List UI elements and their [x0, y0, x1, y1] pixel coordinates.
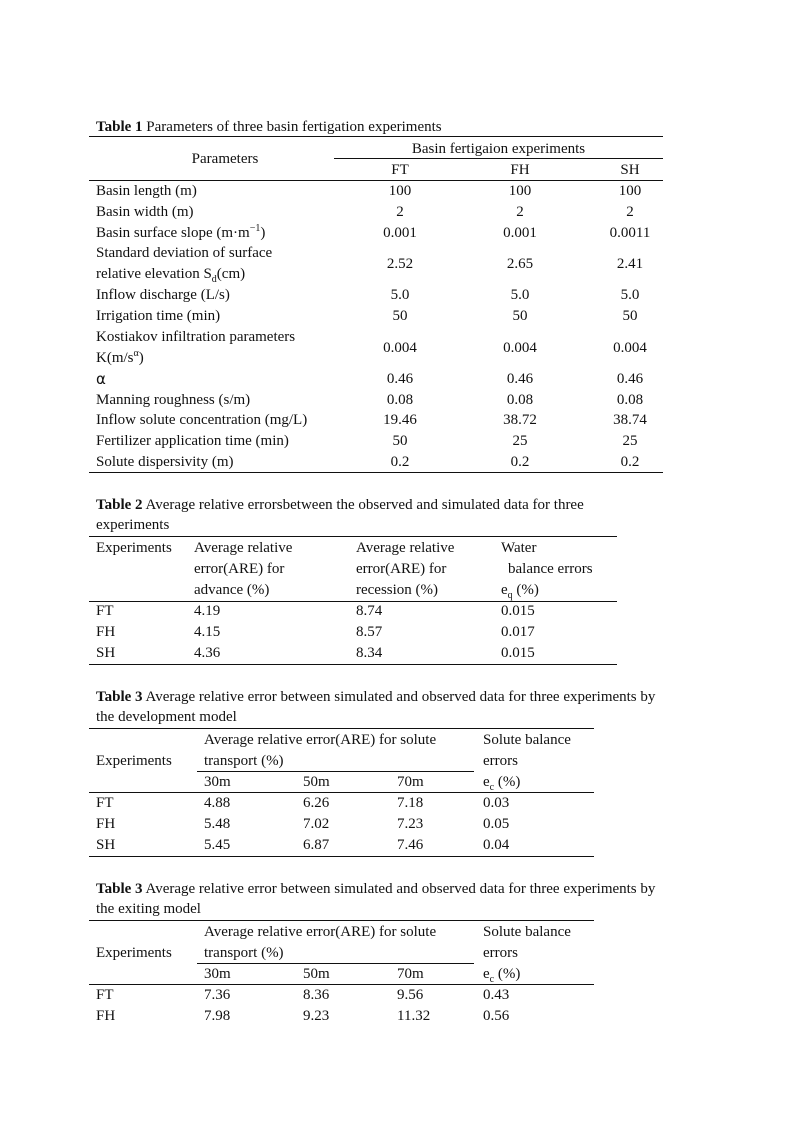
- table2-cell: SH: [96, 645, 116, 661]
- table1-cell: 25: [622, 433, 638, 449]
- table1-cell: 38.74: [613, 412, 647, 428]
- solute-suffix: (%): [494, 774, 521, 790]
- table3-cell: 0.05: [483, 816, 510, 832]
- param-text: relative elevation S: [96, 266, 212, 282]
- table1-cell: 0.08: [386, 392, 414, 408]
- table1-header-parameters: Parameters: [191, 151, 259, 167]
- table1-row-param: Inflow solute concentration (mg/L): [96, 412, 308, 428]
- table1-cell: 0.46: [506, 371, 534, 387]
- table3-cell: 7.23: [397, 816, 424, 832]
- table2-header-advance: Average relative: [194, 540, 293, 556]
- table3-dist: 70m: [397, 774, 424, 790]
- water-sub: q: [507, 590, 513, 601]
- table2-header-water: [501, 580, 539, 601]
- param-text: Basin surface slope (m·m: [96, 225, 250, 241]
- table4-header-experiments: Experiments: [96, 945, 172, 961]
- table2-title: Average relative errorsbetween the observed and simulated data for three: [145, 497, 584, 513]
- table2-cell: 0.017: [501, 624, 535, 640]
- table1-cell: 50: [512, 308, 528, 324]
- table4-dist: 70m: [397, 966, 424, 982]
- table3-cell: 5.48: [204, 816, 231, 832]
- table1-cell: 100: [388, 183, 412, 199]
- table4-cell: 7.36: [204, 987, 231, 1003]
- table1-group-rule: [334, 158, 663, 159]
- table1-cell: 5.0: [620, 287, 640, 303]
- table3-header-solute: errors: [483, 753, 518, 769]
- table3-cell: 0.03: [483, 795, 510, 811]
- table4-cell: FT: [96, 987, 114, 1003]
- table1-col-fh: FH: [510, 162, 530, 178]
- table4-cell: 7.98: [204, 1008, 231, 1024]
- table1-cell: 0.004: [613, 340, 647, 356]
- table1-cell: 0.08: [616, 392, 644, 408]
- param-sup: α: [133, 348, 139, 359]
- table1-row-param: [96, 264, 245, 285]
- table1-row-param: Fertilizer application time (min): [96, 433, 289, 449]
- table1-cell: 0.2: [390, 454, 410, 470]
- param-suffix: (cm): [216, 266, 246, 282]
- table1-row-param: Basin width (m): [96, 204, 194, 220]
- table2-header-experiments: Experiments: [96, 540, 172, 556]
- table4-dist: 30m: [204, 966, 231, 982]
- table2-cell: 0.015: [501, 603, 535, 619]
- table1-label: Table 1: [96, 119, 143, 135]
- table2-cell: 8.34: [356, 645, 383, 661]
- table1-cell: 100: [618, 183, 642, 199]
- table1-cell: 2.52: [386, 256, 414, 272]
- table2-header-advance: advance (%): [194, 582, 270, 598]
- table3-caption-line2: the development model: [96, 709, 237, 725]
- table1-cell: 0.2: [620, 454, 640, 470]
- table3-title: Average relative error between simulated and observed data for three experiments by: [145, 689, 656, 705]
- table4-cell: 0.43: [483, 987, 510, 1003]
- table4-header-solute: errors: [483, 945, 518, 961]
- table4-caption-line2: the exiting model: [96, 901, 201, 917]
- table2-cell: 8.74: [356, 603, 383, 619]
- table1-cell: 0.46: [386, 371, 414, 387]
- table3-cell: FH: [96, 816, 116, 832]
- table3-cell: 7.02: [303, 816, 330, 832]
- table1-row-param: Irrigation time (min): [96, 308, 221, 324]
- table1-cell: 25: [512, 433, 528, 449]
- table1-cell: 0.2: [510, 454, 530, 470]
- table3-label: Table 3: [96, 689, 143, 705]
- table2-cell: FT: [96, 603, 114, 619]
- table4-header-are: transport (%): [204, 945, 284, 961]
- table1-cell: 19.46: [383, 412, 417, 428]
- table1-cell: 0.001: [503, 225, 537, 241]
- table1-cell: 2: [626, 204, 634, 220]
- table3-cell: 6.26: [303, 795, 330, 811]
- table1-col-ft: FT: [391, 162, 409, 178]
- param-sup: −1: [249, 223, 261, 234]
- table2-header-rule: [89, 601, 617, 602]
- table3-caption: [96, 687, 655, 707]
- table2-cell: 4.19: [194, 603, 221, 619]
- table1-row-param: Manning roughness (s/m): [96, 392, 251, 408]
- table1-row-param: [96, 348, 144, 369]
- table3-cell: 7.46: [397, 837, 424, 853]
- table2-header-water: Water: [501, 540, 537, 556]
- table4-header-are: Average relative error(ARE) for solute: [204, 924, 437, 940]
- table2-cell: 4.15: [194, 624, 221, 640]
- table1-cell: 2: [516, 204, 524, 220]
- table3-header-are: Average relative error(ARE) for solute: [204, 732, 437, 748]
- table3-dist: 30m: [204, 774, 231, 790]
- table4-cell: 8.36: [303, 987, 330, 1003]
- table1-cell: 100: [508, 183, 532, 199]
- table1-cell: 2: [396, 204, 404, 220]
- table1-cell: 0.004: [503, 340, 537, 356]
- table2-top-rule: [89, 536, 617, 537]
- table2-header-recession: error(ARE) for: [356, 561, 447, 577]
- solute-sub: c: [489, 974, 495, 985]
- table2-caption: [96, 495, 584, 515]
- table4-top-rule: [89, 920, 594, 921]
- table4-cell: 0.56: [483, 1008, 510, 1024]
- table2-cell: 4.36: [194, 645, 221, 661]
- table4-cell: 9.23: [303, 1008, 330, 1024]
- table3-header-solute: Solute balance: [483, 732, 571, 748]
- table3-header-are: transport (%): [204, 753, 284, 769]
- water-e: e: [501, 582, 508, 598]
- table4-caption: [96, 879, 655, 899]
- table1-row-param: Standard deviation of surface: [96, 245, 273, 261]
- table3-cell: FT: [96, 795, 114, 811]
- solute-e: e: [483, 774, 490, 790]
- table2-caption-line2: experiments: [96, 517, 170, 533]
- table2-header-recession: Average relative: [356, 540, 455, 556]
- table4-header-solute: Solute balance: [483, 924, 571, 940]
- table1-cell: 2.41: [616, 256, 644, 272]
- param-suffix: ): [260, 225, 266, 241]
- table1-cell: 0.46: [616, 371, 644, 387]
- table1-cell: 50: [622, 308, 638, 324]
- table3-bottom-rule: [89, 856, 594, 857]
- table1-cell: 2.65: [506, 256, 534, 272]
- table1-row-param: α: [96, 370, 106, 388]
- table3-cell: SH: [96, 837, 116, 853]
- table1-cell: 0.0011: [609, 225, 651, 241]
- water-suffix: (%): [512, 582, 539, 598]
- table3-group-rule: [197, 771, 474, 772]
- param-sub: d: [211, 274, 217, 285]
- table4-cell: 9.56: [397, 987, 424, 1003]
- table2-cell: FH: [96, 624, 116, 640]
- solute-e: e: [483, 966, 490, 982]
- table3-cell: 0.04: [483, 837, 510, 853]
- table4-cell: 11.32: [397, 1008, 431, 1024]
- table1-row-param: Solute dispersivity (m): [96, 454, 234, 470]
- table2-header-recession: recession (%): [356, 582, 439, 598]
- table3-cell: 4.88: [204, 795, 231, 811]
- table3-cell: 6.87: [303, 837, 330, 853]
- table3-cell: 7.18: [397, 795, 424, 811]
- table2-cell: 0.015: [501, 645, 535, 661]
- table3-dist: 50m: [303, 774, 330, 790]
- table4-group-rule: [197, 963, 474, 964]
- table2-bottom-rule: [89, 664, 617, 665]
- table3-cell: 5.45: [204, 837, 231, 853]
- table4-dist: 50m: [303, 966, 330, 982]
- solute-suffix: (%): [494, 966, 521, 982]
- table3-header-rule: [89, 792, 594, 793]
- table1-col-sh: SH: [620, 162, 640, 178]
- table3-top-rule: [89, 728, 594, 729]
- table1-cell: 5.0: [510, 287, 530, 303]
- table1-title: Parameters of three basin fertigation experiments: [146, 119, 442, 135]
- table1-cell: 5.0: [390, 287, 410, 303]
- table4-header-rule: [89, 984, 594, 985]
- table1-row-param: Basin length (m): [96, 183, 197, 199]
- param-text: K(m/s: [96, 350, 134, 366]
- table1-row-param: [96, 223, 265, 244]
- table4-label: Table 3: [96, 881, 143, 897]
- table1-cell: 0.001: [383, 225, 417, 241]
- table4-cell: FH: [96, 1008, 116, 1024]
- table3-header-solute: [483, 772, 520, 793]
- table1-row-param: Inflow discharge (L/s): [96, 287, 230, 303]
- solute-sub: c: [489, 782, 495, 793]
- table1-header-group: Basin fertigaion experiments: [411, 141, 586, 157]
- table2-header-water: balance errors: [508, 561, 593, 577]
- table4-header-solute: [483, 964, 520, 985]
- table4-title: Average relative error between simulated and observed data for three experiments by: [145, 881, 656, 897]
- table1-cell: 0.004: [383, 340, 417, 356]
- table1-cell: 0.08: [506, 392, 534, 408]
- table3-header-experiments: Experiments: [96, 753, 172, 769]
- table1-cell: 50: [392, 433, 408, 449]
- table1-cell: 38.72: [503, 412, 537, 428]
- param-suffix: ): [138, 350, 144, 366]
- table1-bottom-rule: [89, 472, 663, 473]
- table1-row-param: Kostiakov infiltration parameters: [96, 329, 296, 345]
- table2-header-advance: error(ARE) for: [194, 561, 285, 577]
- table1-caption: [96, 117, 442, 137]
- table2-cell: 8.57: [356, 624, 383, 640]
- table1-top-rule: [89, 136, 663, 137]
- table2-label: Table 2: [96, 497, 143, 513]
- table1-cell: 50: [392, 308, 408, 324]
